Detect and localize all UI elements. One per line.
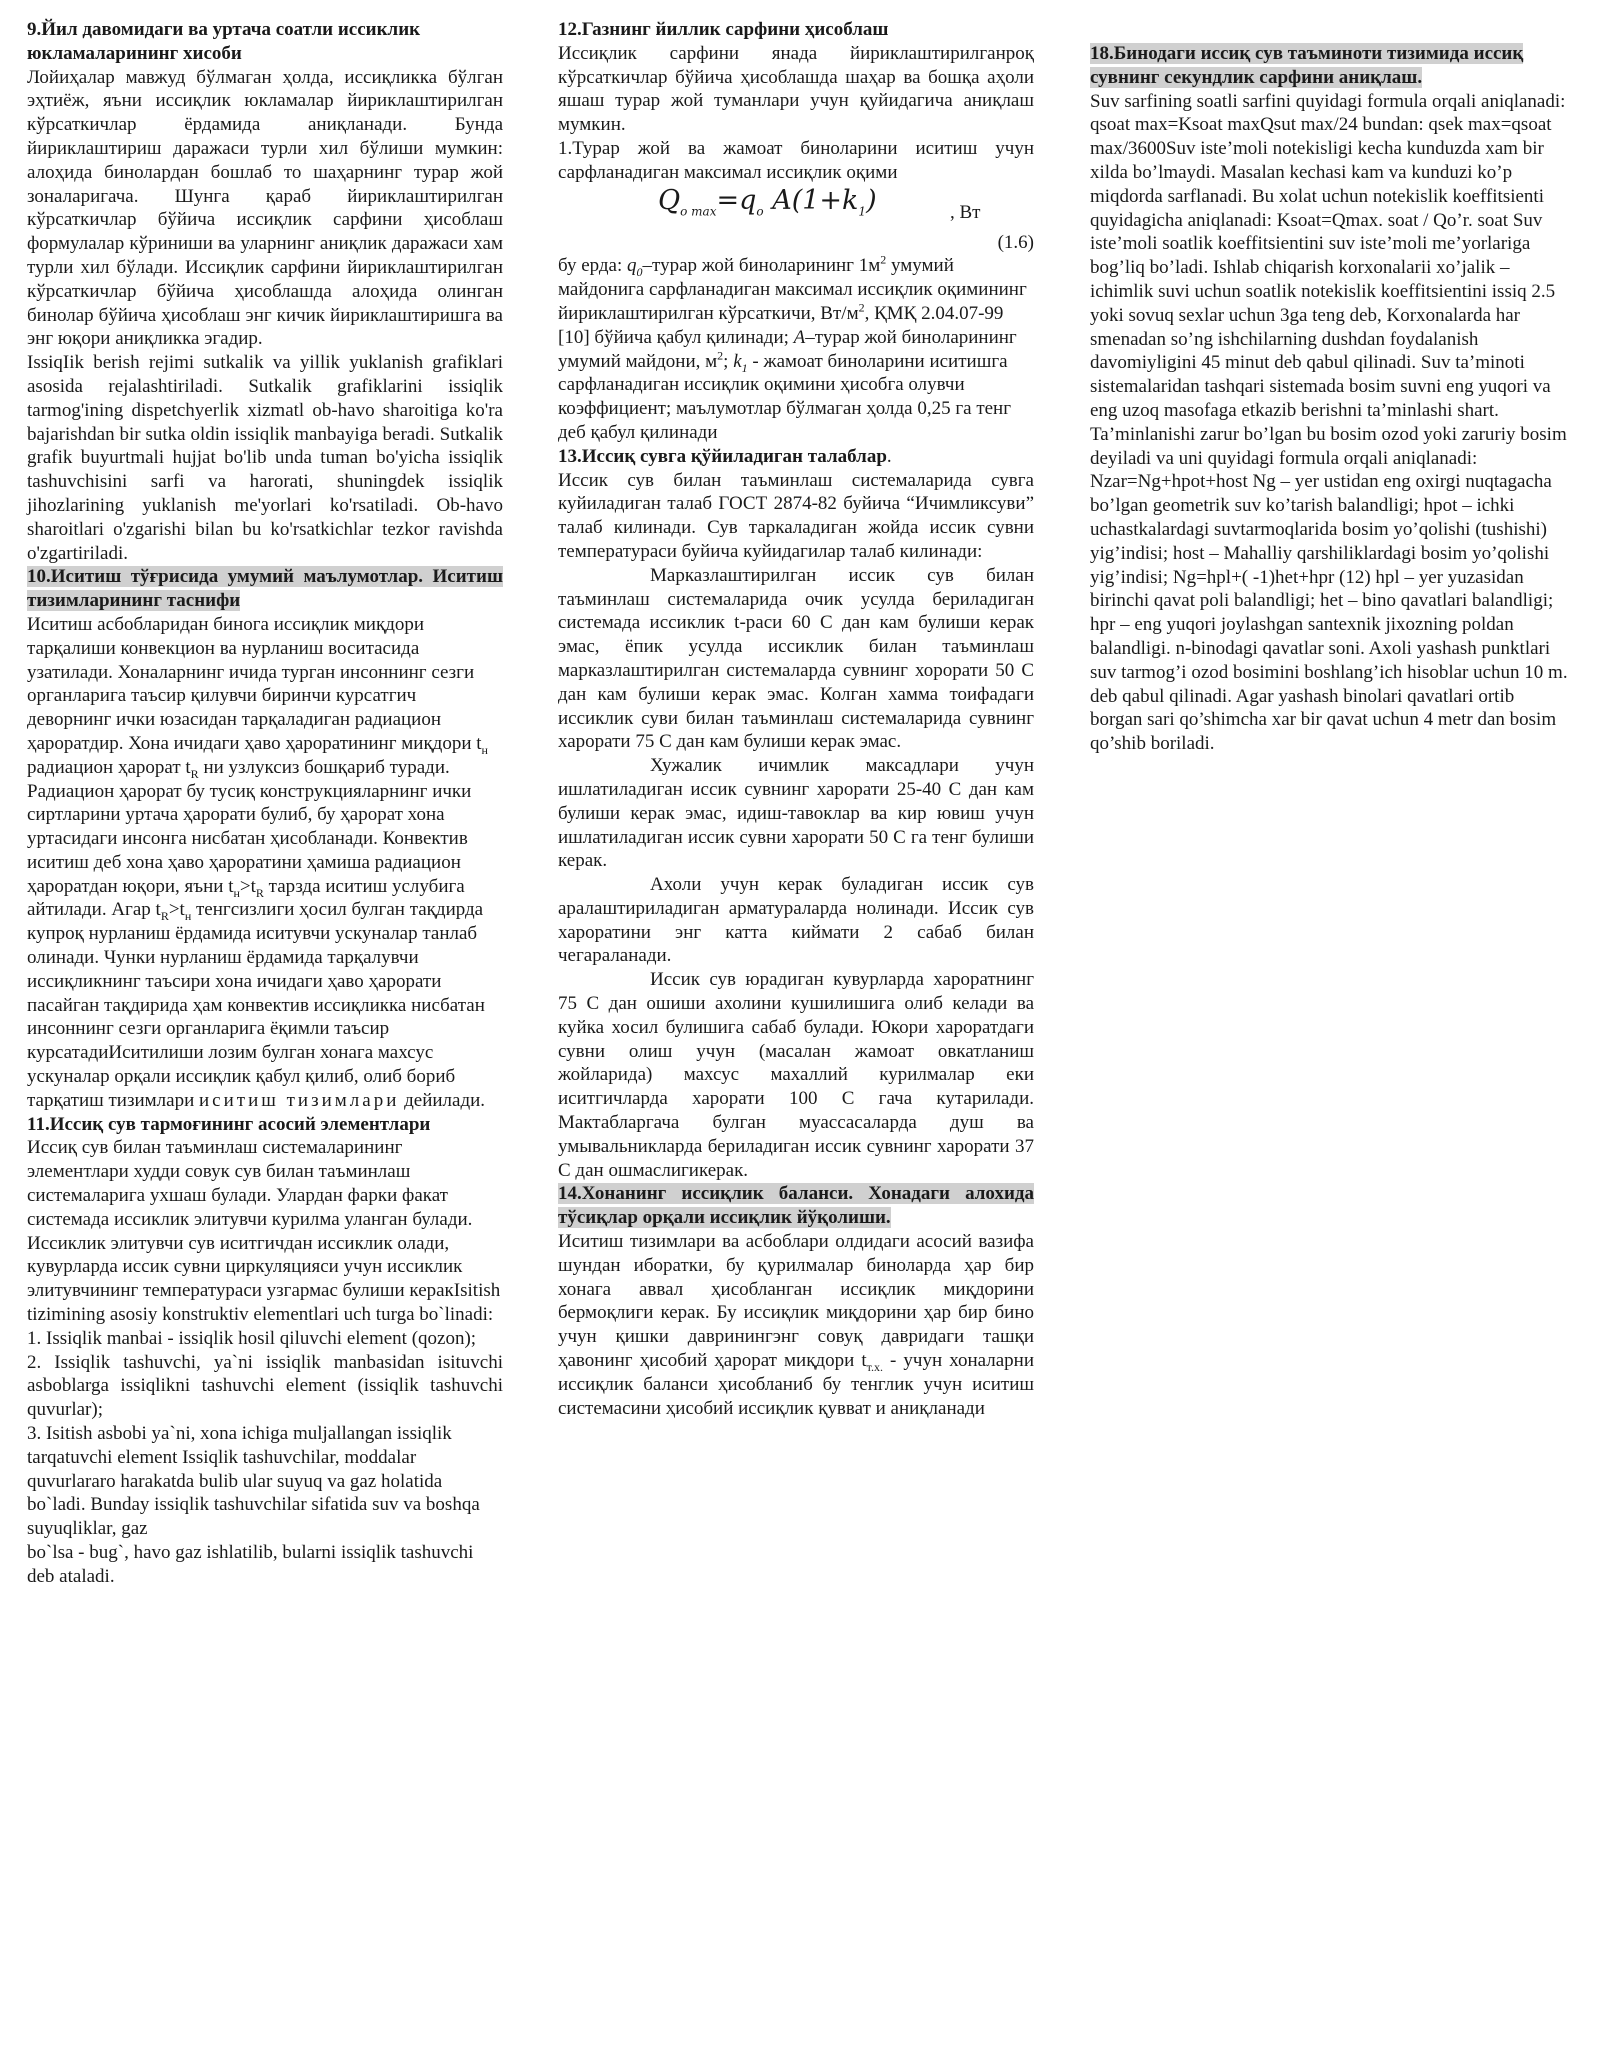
s10-text-d: >t [239,875,256,897]
section-14-paragraph-1 [558,1230,1034,1420]
section-13-paragraph-3: Хужалик ичимлик максадлари учун ишлатиладиган иссик сувнинг харорати 25-40 С дан кам булиши керак эмас, идиш-тавоклар ва кир ювиш учун ишлатиладиган иссик сувни харорати 50 С га тенг булиши керак. [558,755,1034,872]
formula-area-term: A(1+k [763,184,859,216]
section-9-title: 9.Йил давомидаги ва уртача соатли иссиклик юкламаларининг хисоби [27,19,421,64]
s14-text-b: - учун хоналарни иссиқлик баланси ҳисобланиб бу тенглик учун иситиш системасини ҳисобий иссиқлик қувват и аниқланади [558,1350,1034,1419]
s10-text-e: тарзда иситиш услубига айтилади. Агар t [27,875,465,921]
formula-close-paren: ) [866,184,877,216]
s12-text-g: - жамоат биноларини иситишга сарфланадиган иссиқлик оқимини ҳисобга олувчи коэффициент; маълумотлар бўлмаган ҳолда 0,25 га тенг деб қабул қилинади [558,350,1012,443]
section-14-title [558,1182,1034,1230]
s12-text-e: –турар жой биноларининг умумий майдони, м [558,326,1017,372]
section-11-paragraph-4: bo`lsa - bug`, havo gaz ishlatilib, bularni issiqlik tashuvchi deb ataladi. [27,1542,474,1587]
section-12-paragraph-3 [558,254,1034,444]
s10-text-g: тенгсизлиги ҳосил булган тақдирда купроқ нурланиш ёрдамида иситувчи ускуналар танлаб олинади. Чунки нурланиш ёрдамида тарқалувчи иссиқликнинг таъсири хона ичидаги ҳаво ҳарорати пасайган тақдирида ҳам конвектив иссиқликка нисбатан инсоннинг сезги органларига ёқимли таъсир курсатадиИситилиши лозим булган хонага махсус ускуналар орқали иссиқлик қабул қилиб, олиб бориб тарқатиш тизимлари [27,899,485,1111]
formula-Q: Q [658,184,681,216]
s10-text-a: Иситиш асбобларидан бинога иссиқлик миқдори тарқалиши конвекцион ва нурланиш воситасида узатилади. Хоналарнинг ичида турган инсоннинг сезги органларига таъсир қилувчи биринчи курсатгич деворнинг ички юзасидан тарқаладиган радиацион ҳароратдир. Хона ичидаги ҳаво ҳароратининг миқдори t [27,613,482,754]
s14-sub: т.х. [866,1359,883,1374]
section-12-title: 12.Газнинг йиллик сарфини ҳисоблаш [558,19,889,40]
section-10-paragraph-1 [27,613,503,1113]
s12-sup-2a: 2 [880,253,887,268]
s10-text-b: радиацион ҳарорат t [27,756,191,778]
s12-q0: q [627,255,637,277]
section-12-paragraph-2: 1.Турар жой ва жамоат биноларини иситиш учун сарфланадиган максимал иссиқлик оқими [558,137,1034,183]
s12-text-f: ; [723,350,734,372]
section-14-title-text: 14.Хонанинг иссиқлик баланси. Хонадаги алохида тўсиқлар орқали иссиқлик йўқолиши. [558,1183,1034,1229]
s10-sub-R-1: R [190,766,199,781]
s10-text-c: ни узлуксиз бошқариб туради. Радиацион ҳарорат бу тусиқ конструкцияларнинг ички сиртларини уртача ҳарорати булиб, бу ҳарорат хона уртасидаги инсонга нисбатан ҳисобланади. Конвектив иситиш деб хона ҳаво ҳароратини ҳамиша радиацион ҳароратдан юқори, яъни t [27,756,472,897]
column-2 [558,18,1034,1420]
formula-q-subscript: o [756,203,764,218]
section-9-paragraph-2: IssiqIik berish rejimi sutkalik va yillik yuklanish grafiklari asosida rejalashtiriladi. Sutkalik grafiklarini issiqlik tarmog'ining dispetchyerlik xizmatl ob-havo sharoitiga ko'ra bajarishdan bir sutka oldin issiqlik manbayiga beradi. Sutkalik grafik buyurtmali hujjat bo'lib unda tuman bo'yicha issiqlik tashuvchisini sarfi va harorati, shuningdek issiqlik jihozlarining yuklanish me'yorlari ko'rsatiladi. Ob-havo sharoitlari o'zgarishi bilan bu ko'rsatkichlar tezkor ravishda o'zgartiriladi. [27,352,503,564]
section-13-title-dot: . [886,445,892,467]
formula-k-subscript: 1 [858,203,867,218]
section-13-paragraph-1: Иссик сув билан таъминлаш системаларида сувга куйиладиган талаб ГОСТ 2874-82 буйича “Ичимликсуви” талаб килинади. Сув таркаладиган жойда иссик сувни температураси буйича куйидагилар талаб килинади: [558,469,1034,562]
section-13-title-text: 13.Иссиқ сувга қўйиладиган талаблар [558,445,887,467]
section-18-title [1090,42,1570,90]
s10-sub-n-3: н [184,909,192,924]
s12-sup-2b: 2 [858,300,865,315]
column-3 [1090,18,1570,756]
section-11-paragraph-3: 3. Isitish asbobi ya`ni, xona ichiga muljallangan issiqlik tarqatuvchi element Issiqlik tashuvchilar, moddalar quvurlararo harakatda bulib ular suyuq va gaz holatida bo`ladi. Bunday issiqlik tashuvchilar sifatida suv va boshqa suyuqliklar, gaz [27,1423,480,1540]
s12-text-a: бу ерда: [558,255,628,277]
s12-text-d: , ҚМҚ 2.04.07-99 [10] бўйича қабул қилинади; [558,302,1004,348]
section-11-title: 11.Иссиқ сув тармоғининг асосий элементлари [27,1113,431,1135]
section-13-title [558,445,1034,469]
s12-q0-sub: 0 [636,265,643,280]
s12-k: k [733,350,742,372]
s10-text-f: >t [168,899,185,921]
heat-flow-formula [558,184,1034,231]
formula-Q-subscript: o max [680,203,717,218]
s10-sub-R-2: R [255,885,264,900]
s10-sub-n-1: н [481,742,488,757]
formula-unit: , Вт [950,201,981,223]
formula-equals-q: =q [716,184,757,216]
s12-text-b: –турар жой биноларининг 1м [642,255,881,277]
section-9-paragraph-1: Лойиҳалар мавжуд бўлмаган ҳолда, иссиқликка бўлган эҳтиёж, яъни иссиқлик юкламалар йириклаштирилган кўрсаткичлар ёрдамида аниқланади. Бунда йириклаштириш даражаси турли хил бўлиши мумкин: алоҳида бинолардан бошлаб то шаҳарнинг турар жой зоналаригача. Шунга қараб йириклаштирилган кўрсаткичлар бўйича иссиқлик сарфини ҳисоблаш формулалар кўриниши ва уларнинг аниқлик даражаси хам турли хил бўлади. Иссиқлик сарфини йириклаштирилган кўрсаткичлар бўйича ҳисоблашда алоҳида олинган бинолар бўйича ҳисоблаш энг кичик йириклаштиришга ва энг юқори аниқликка эгадир. [27,66,503,350]
column-1 [27,18,503,1589]
s12-text-c: умумий майдонига сарфланадиган максимал иссиқлик оқимининг йириклаштирилган кўрсаткичи, Вт/м [558,255,1027,324]
equation-number: (1.6) [997,231,1034,253]
column-3-top-spacer [1090,18,1570,42]
section-11-paragraph-2: 2. Issiqlik tashuvchi, ya`ni issiqlik manbasidan isituvchi asboblarga issiqlikni tashuvchi element (issiqlik tashuvchi quvurlar); [27,1351,503,1421]
section-13-paragraph-5: Иссик сув юрадиган кувурларда хароратнинг 75 С дан ошиши ахолини кушилишига олиб келади ва куйка хосил булишига сабаб булади. Юкори хароратдаги сувни олиш учун (масалан жамоат овкатланиш жойларида) махсус махаллий курилмалар еки иситгичларда харорати 100 С гача кутарилади. Мактабларгача булган муассасаларда душ ва умывальникларда бериладиган иссик сувнинг харорати 37 С дан ошмаслигикерак. [558,969,1034,1181]
section-18-paragraph-2: Ta’minlanishi zarur bo’lgan bu bosim ozod yoki zaruriy bosim deyiladi va uni quyidagi formula orqali aniqlanadi: Nzar=Ng+hpot+host Ng – yer ustidan eng oxirgi nuqtagacha bo’lgan geometrik suv ko’tarish balandligi; hpot – ichki uchastkalardagi suvtarmoqlarida bosim yo’qolishi (tushishi) yig’indisi; host – Mahalliy qarshiliklardagi bosim yo’qolishi yig’indisi; Ng=hpl+( -1)het+hpr (12) hpl – yer yuzasidan birinchi qavat poli balandligi; het – bino qavatlari balandligi; hpr – eng yuqori joylashgan santexnik jixozning poldan balandligi. n-binodagi qavatlar soni. Axoli yashash punktlari suv tarmog’i ozod bosimini boshlang’ich hisoblar uchun 10 m. deb qabul qilinadi. Agar yashash binolari qavatlari ortib borgan sari qo’shimcha xar bir qavat uchun 4 metr dan bosim qo’shib boriladi. [1090,423,1568,755]
section-11-paragraph-1: Иссиқ сув билан таъминлаш системаларининг элементлари худди совук сув билан таъминлаш системаларига ухшаш булади. Улардан фарки факат системада иссиклик элитувчи курилма уланган булади. Иссиклик элитувчи сув иситгичдан иссиклик олади, кувурларда иссик сувни циркуляцияси учун иссиклик элитувчининг температураси узгармас булиши керакIsitish tizimining asosiy konstruktiv elementlari uch turga bo`linadi: 1. Issiqlik manbai - issiqlik hosil qiluvchi element (qozon); [27,1137,501,1349]
formula-expression [658,184,877,218]
s14-text-a: Иситиш тизимлари ва асбоблари олдидаги асосий вазифа шундан иборатки, бу қурилмалар биноларда ҳар бир хонага аввал ҳисобланган иссиқлик миқдорини бермоқлиги керак. Бу иссиқлик миқдорини ҳар бир бино учун қишки давринингэнг совуқ давридаги ташқи ҳавонинг ҳисобий ҳарорат миқдори t [558,1231,1034,1372]
s10-sub-R-3: R [160,909,169,924]
section-10-title [27,565,503,613]
section-18-title-text: 18.Бинодаги иссиқ сув таъминоти тизимида иссиқ сувнинг секундлик сарфини аниқлаш. [1090,43,1524,88]
s10-spaced-text: иситиш тизимлари [199,1089,400,1111]
section-13-paragraph-2: Марказлаштирилган иссик сув билан таъминлаш системаларида очик усулда бериладиган системада иссиклик t-раси 60 С дан кам булиши керак эмас, ёпик усулда иссиклик билан таъминлаш марказлаштирилган системаларда сувнинг хорорати 50 С дан кам булиши керак эмас. Колган хамма тоифадаги иссиклик суви билан таъминлаш системаларида сувнинг харорати 75 С дан кам булиши керак эмас. [558,564,1034,753]
s12-sup-2c: 2 [717,348,724,363]
s10-sub-n-2: н [233,885,240,900]
s12-k-sub: 1 [741,360,748,375]
section-10-title-text: 10.Иситиш тўғрисида умумий маълумотлар. Иситиш тизимларининг таснифи [27,566,503,612]
section-13-paragraph-4: Ахоли учун керак буладиган иссик сув аралаштириладиган арматураларда нолинади. Иссик сув хароратини энг катта киймати 2 сабаб билан чегараланади. [558,874,1034,967]
s12-A: A [793,326,806,348]
section-18-paragraph-1: Suv sarfining soatli sarfini quyidagi formula orqali aniqlanadi: qsoat max=Ksoat maxQsut max/24 bundan: qsek max=qsoat max/3600Suv iste’moli notekisligi kecha kunduzda xam bir xilda bo’lmaydi. Masalan kechasi kam va kunduzi ko’p miqdorda sarflanadi. Bu xolat uchun notekislik koeffitsienti quyidagicha aniqlanadi: Ksoat=Qmax. soat / Qo’r. soat Suv iste’moli soatlik koeffitsientini suv iste’moli me’yorlariga bog’liq bo’ladi. Ishlab chiqarish korxonalarii xo’jalik –ichimlik suvi uchun soatlik notekislik koeffitsientini issiq 2.5 yoki sovuq sexlar uchun 3ga teng deb, Korxonalarda har smenadan so’ng ishchilarning dushdan foydalanish davomiyligini 45 minut deb qabul qilinadi. Suv ta’minoti sistemalaridan tashqari sistemada bosim suvni eng yuqori va eng uzoq masofaga etkazib berishni ta’minlashi shart. [1090,90,1566,421]
s10-text-end: дейилади. [399,1089,486,1111]
section-12-paragraph-1: Иссиқлик сарфини янада йириклаштирилганроқ кўрсаткичлар бўйича ҳисоблашда шаҳар ва бошқа аҳоли яшаш турар жой туманлари учун қуйидагича аниқлаш мумкин. [558,42,1034,136]
